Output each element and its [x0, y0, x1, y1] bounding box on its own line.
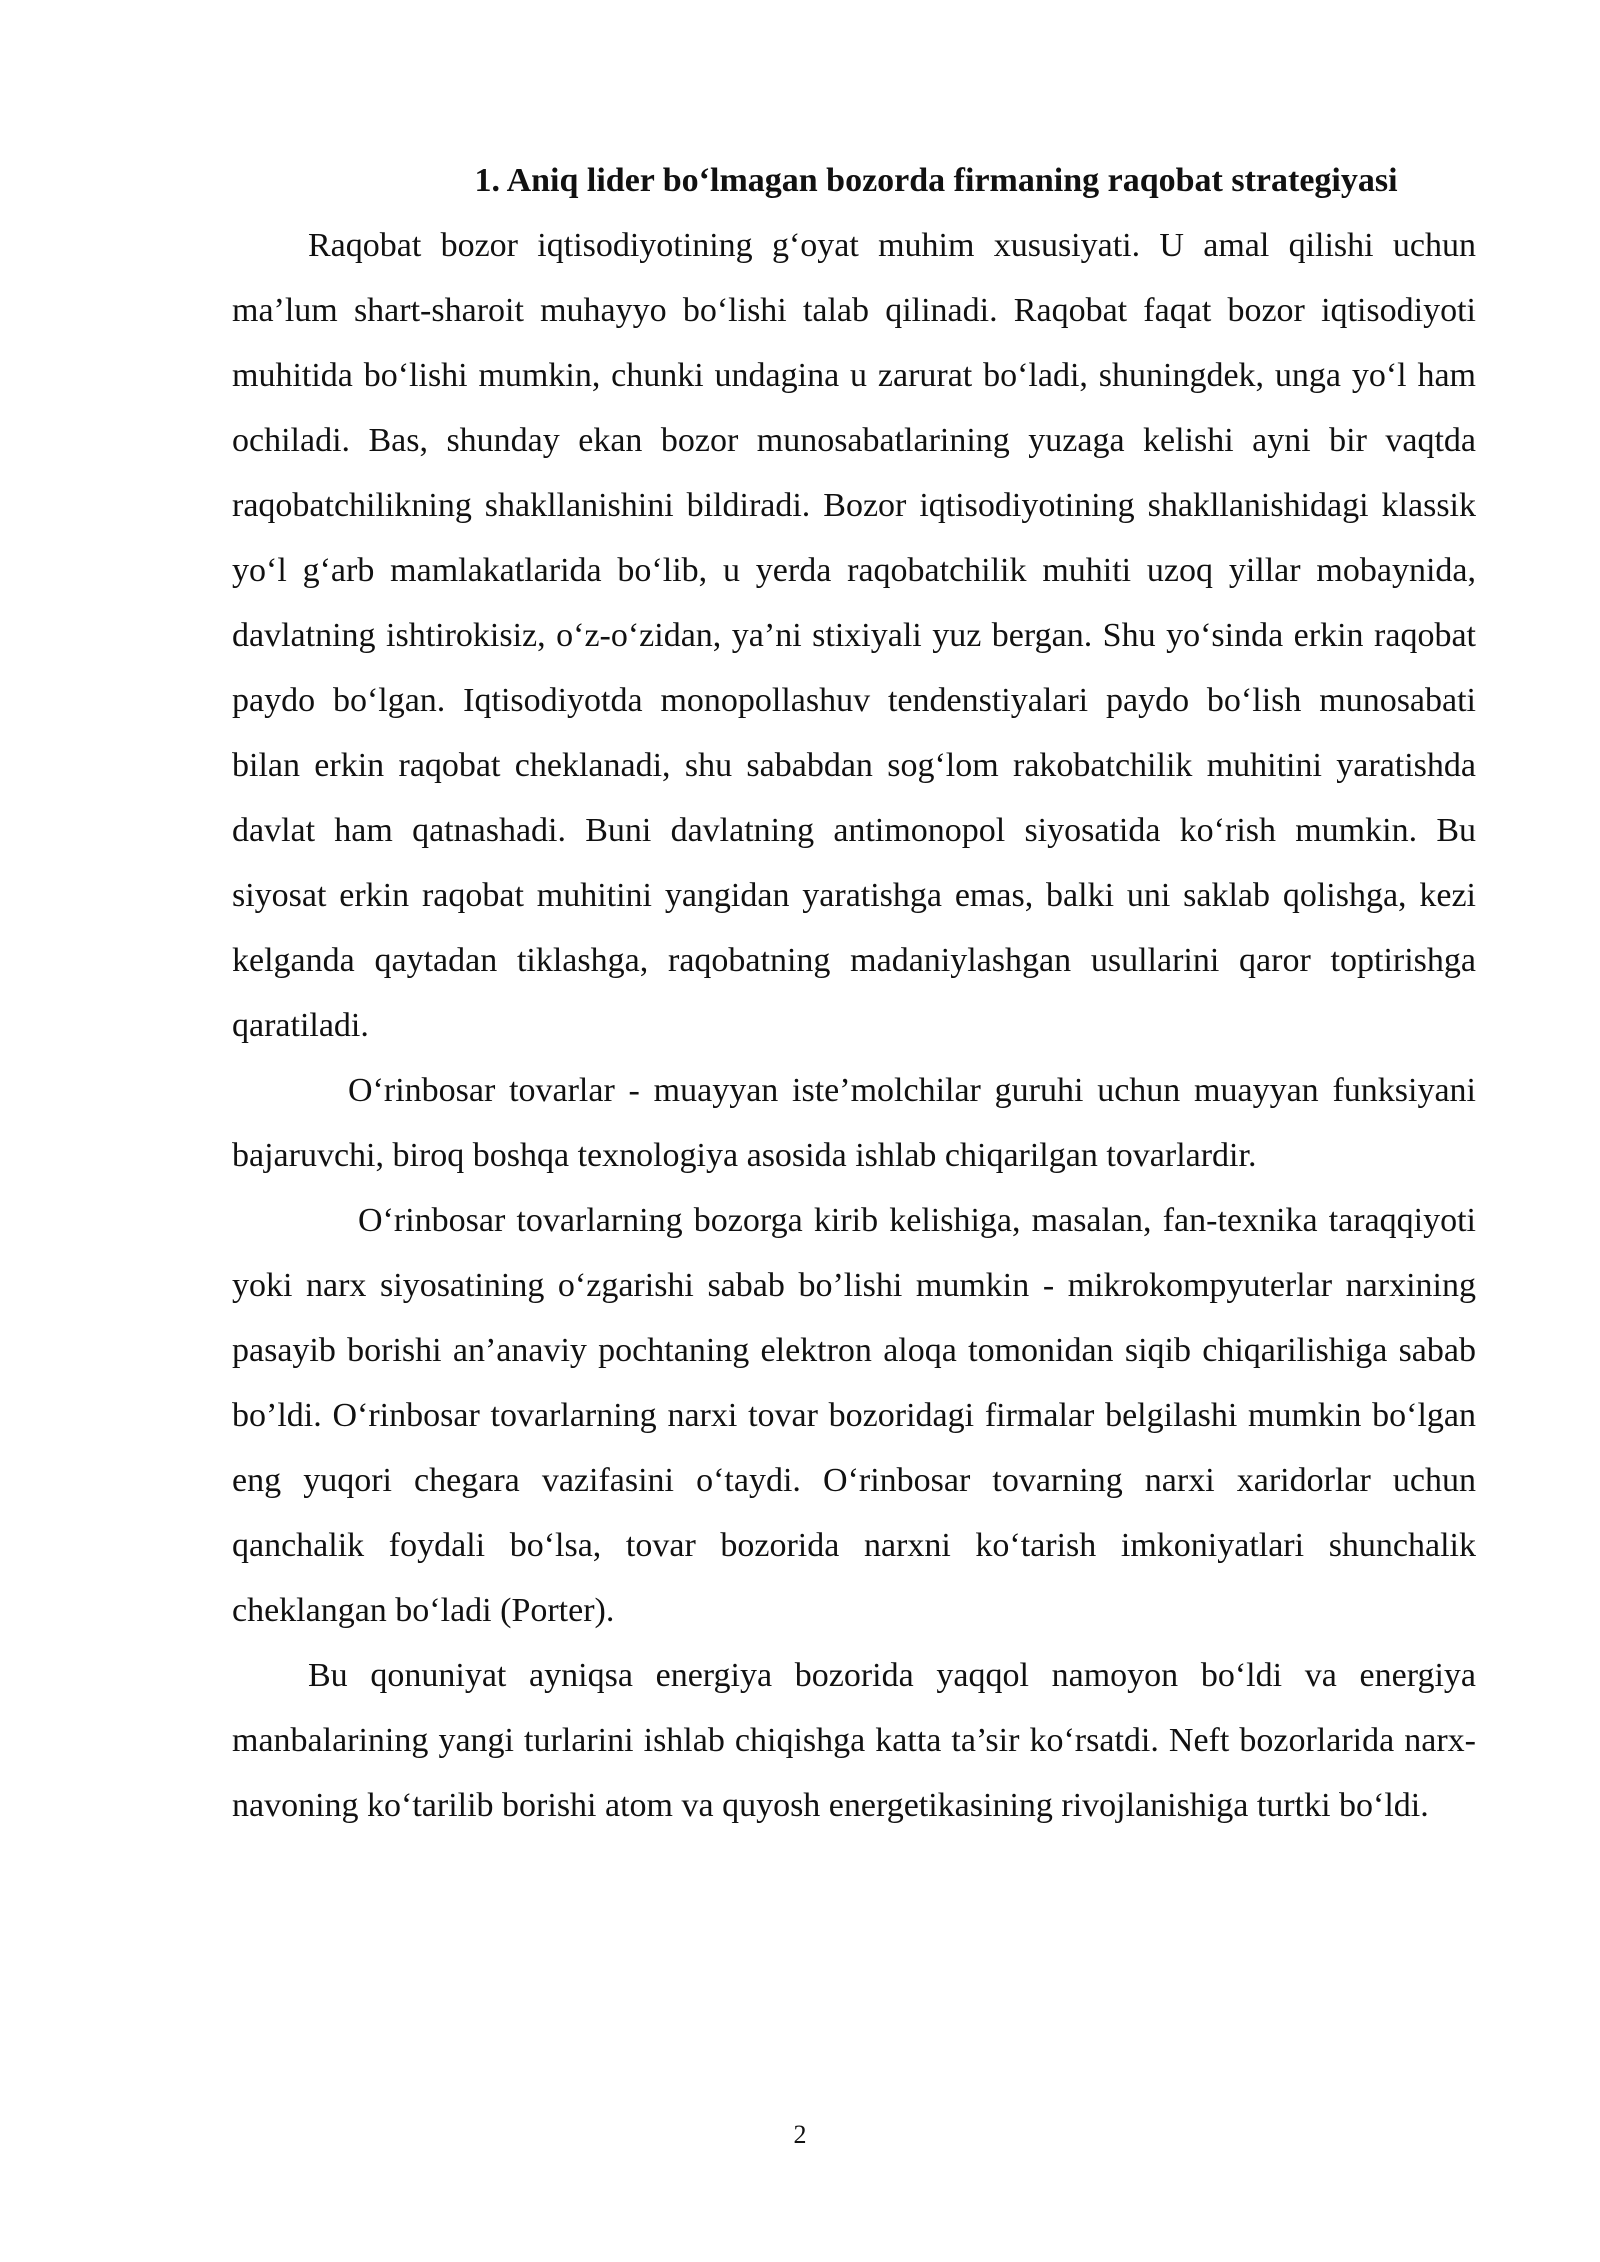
page-number: 2	[793, 2120, 807, 2149]
paragraph-substitute-entry: O‘rinbosar tovarlarning bozorga kirib kelishiga, masalan, fan-texnika taraqqiyoti yoki narx siyosatining o‘zgarishi sabab bo’lishi mumkin - mikrokompyuterlar narxining pasayib borishi an’anaviy pochtaning elektron aloqa tomonidan siqib chiqarilishiga sabab bo’ldi. O‘rinbosar tovarlarning narxi tovar bozoridagi firmalar belgilashi mumkin bo‘lgan eng yuqori chegara vazifasini o‘taydi. O‘rinbosar tovarning narxi xaridorlar uchun qanchalik foydali bo‘lsa, tovar bozorida narxni ko‘tarish imkoniyatlari shunchalik cheklangan bo‘ladi (Porter).	[232, 1202, 1476, 1629]
section-heading: 1. Aniq lider bo‘lmagan bozorda firmaning raqobat strategiyasi	[474, 162, 1398, 199]
paragraph-substitute-definition: O‘rinbosar tovarlar - muayyan iste’molchilar guruhi uchun muayyan funksiyani bajaruvchi, biroq boshqa texnologiya asosida ishlab chiqarilgan tovarlardir.	[232, 1072, 1476, 1174]
paragraph-energy-market: Bu qonuniyat ayniqsa energiya bozorida yaqqol namoyon bo‘ldi va energiya manbalarining yangi turlarini ishlab chiqishga katta ta’sir ko‘rsatdi. Neft bozorlarida narx-navoning ko‘tarilib borishi atom va quyosh energetikasining rivojlanishiga turtki bo‘ldi.	[232, 1657, 1476, 1824]
paragraph-competition: Raqobat bozor iqtisodiyotining g‘oyat muhim xususiyati. U amal qilishi uchun ma’lum shart-sharoit muhayyo bo‘lishi talab qilinadi. Raqobat faqat bozor iqtisodiyoti muhitida bo‘lishi mumkin, chunki undagina u zarurat bo‘ladi, shuningdek, unga yo‘l ham ochiladi. Bas, shunday ekan bozor munosabatlarining yuzaga kelishi ayni bir vaqtda raqobatchilikning shakllanishini bildiradi. Bozor iqtisodiyotining shakllanishidagi klassik yo‘l g‘arb mamlakatlarida bo‘lib, u yerda raqobatchilik muhiti uzoq yillar mobaynida, davlatning ishtirokisiz, o‘z-o‘zidan, ya’ni stixiyali yuz bergan. Shu yo‘sinda erkin raqobat paydo bo‘lgan. Iqtisodiyotda monopollashuv tendenstiyalari paydo bo‘lish munosabati bilan erkin raqobat cheklanadi, shu sababdan sog‘lom rakobatchilik muhitini yaratishda davlat ham qatnashadi. Buni davlatning antimonopol siyosatida ko‘rish mumkin. Bu siyosat erkin raqobat muhitini yangidan yaratishga emas, balki uni saklab qolishga, kezi kelganda qaytadan tiklashga, raqobatning madaniylashgan usullarini qaror toptirishga qaratiladi.	[232, 227, 1476, 1044]
page-content	[232, 148, 1476, 1838]
